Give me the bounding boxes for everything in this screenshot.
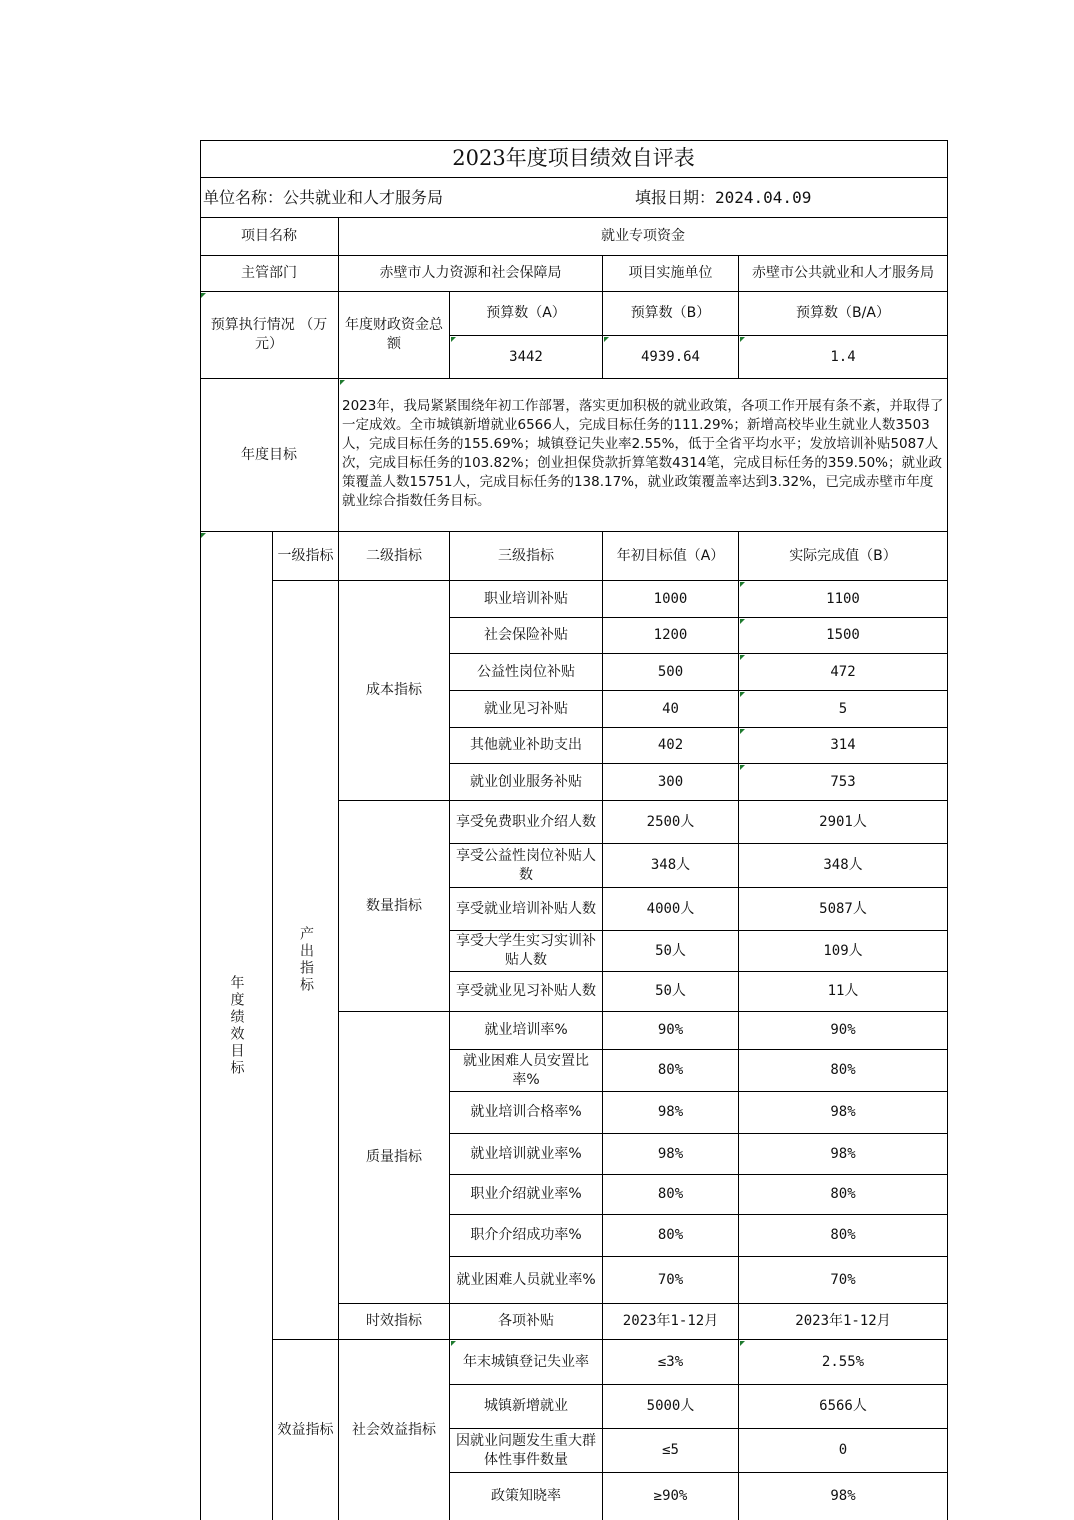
cell-marker [740, 655, 745, 660]
cell-marker [740, 337, 745, 342]
social-group-label: 社会效益指标 [339, 1340, 450, 1520]
cell-marker [340, 380, 345, 385]
indicator-target: 402 [603, 728, 739, 764]
budget-head-ratio: 预算数（B/A） [739, 292, 948, 336]
header-level3: 三级指标 [450, 532, 603, 581]
indicator-target: 2023年1-12月 [603, 1304, 739, 1340]
project-name-label: 项目名称 [200, 218, 339, 256]
indicator-name: 就业创业服务补贴 [450, 764, 603, 801]
indicator-actual: 98% [739, 1473, 948, 1520]
indicator-actual: 11人 [739, 972, 948, 1012]
indicator-target: ≤3% [603, 1340, 739, 1385]
impl-unit-label: 项目实施单位 [603, 256, 739, 292]
indicator-name: 职业培训补贴 [450, 581, 603, 618]
budget-head-b: 预算数（B） [603, 292, 739, 336]
indicator-name: 各项补贴 [450, 1304, 603, 1340]
indicator-name: 其他就业补助支出 [450, 728, 603, 764]
budget-val-b: 4939.64 [603, 336, 739, 379]
cell-marker [740, 765, 745, 770]
perf-section-label: 年度绩效目标 [200, 532, 273, 1520]
indicator-name: 因就业问题发生重大群体性事件数量 [450, 1429, 603, 1473]
indicator-actual: 80% [739, 1175, 948, 1215]
indicator-name: 就业培训合格率% [450, 1092, 603, 1134]
indicator-target: 50人 [603, 931, 739, 972]
indicator-name: 享受就业见习补贴人数 [450, 972, 603, 1012]
indicator-actual: 90% [739, 1012, 948, 1050]
impl-unit-value: 赤壁市公共就业和人才服务局 [739, 256, 948, 292]
project-name-value: 就业专项资金 [339, 218, 948, 256]
indicator-name: 就业困难人员安置比率% [450, 1050, 603, 1092]
indicator-name: 职业介绍就业率% [450, 1175, 603, 1215]
indicator-actual: 6566人 [739, 1385, 948, 1429]
indicator-target: 1200 [603, 618, 739, 654]
unit-name: 单位名称：公共就业和人才服务局 [200, 178, 630, 218]
indicator-actual: 98% [739, 1092, 948, 1134]
header-level2: 二级指标 [339, 532, 450, 581]
budget-total-label: 年度财政资金总额 [339, 292, 450, 379]
indicator-actual: 109人 [739, 931, 948, 972]
performance-table [200, 140, 948, 1520]
indicator-name: 享受就业培训补贴人数 [450, 888, 603, 931]
indicator-name: 就业困难人员就业率% [450, 1257, 603, 1304]
indicator-target: 80% [603, 1050, 739, 1092]
time-group-label: 时效指标 [339, 1304, 450, 1340]
cell-marker [201, 293, 206, 298]
cell-marker [201, 533, 206, 538]
goal-label: 年度目标 [200, 379, 339, 532]
indicator-actual: 0 [739, 1429, 948, 1473]
indicator-target: 4000人 [603, 888, 739, 931]
indicator-target: 80% [603, 1175, 739, 1215]
cost-group-label: 成本指标 [339, 581, 450, 801]
indicator-target: ≤5 [603, 1429, 739, 1473]
dept-value: 赤壁市人力资源和社会保障局 [339, 256, 603, 292]
indicator-actual: 1100 [739, 581, 948, 618]
indicator-name: 享受免费职业介绍人数 [450, 801, 603, 844]
report-date: 填报日期：2024.04.09 [630, 178, 948, 218]
cell-marker [740, 619, 745, 624]
indicator-name: 年末城镇登记失业率 [450, 1340, 603, 1385]
quantity-group-label: 数量指标 [339, 801, 450, 1012]
cell-marker [740, 729, 745, 734]
goal-text: 2023年，我局紧紧围绕年初工作部署，落实更加积极的就业政策，各项工作开展有条不紊，并取得了一定成效。全市城镇新增就业6566人，完成目标任务的111.29%；新增高校毕业生就业人数3503人，完成目标任务的155.69%；城镇登记失业率2.55%，低于全省平均水平；发放培训补贴5087人次，完成目标任务的103.82%；创业担保贷款折算笔数4314笔，完成目标任务的359.50%；就业政策覆盖人数15751人，完成目标任务的138.17%，就业政策覆盖率达到3.32%，已完成赤壁市年度就业综合指数任务目标。 [339, 379, 948, 532]
indicator-actual: 2023年1-12月 [739, 1304, 948, 1340]
cell-marker [740, 582, 745, 587]
indicator-target: 98% [603, 1134, 739, 1175]
budget-head-a: 预算数（A） [450, 292, 603, 336]
indicator-actual: 80% [739, 1215, 948, 1257]
indicator-target: ≥90% [603, 1473, 739, 1520]
cell-marker [740, 1341, 745, 1346]
indicator-name: 享受大学生实习实训补贴人数 [450, 931, 603, 972]
indicator-actual: 70% [739, 1257, 948, 1304]
indicator-name: 享受公益性岗位补贴人数 [450, 844, 603, 888]
header-actual: 实际完成值（B） [739, 532, 948, 581]
budget-val-ratio: 1.4 [739, 336, 948, 379]
indicator-name: 职介介绍成功率% [450, 1215, 603, 1257]
indicator-name: 社会保险补贴 [450, 618, 603, 654]
indicator-target: 40 [603, 691, 739, 728]
header-level1: 一级指标 [273, 532, 339, 581]
indicator-actual: 98% [739, 1134, 948, 1175]
indicator-actual: 314 [739, 728, 948, 764]
header-target: 年初目标值（A） [603, 532, 739, 581]
indicator-name: 政策知晓率 [450, 1473, 603, 1520]
quality-group-label: 质量指标 [339, 1012, 450, 1304]
indicator-target: 90% [603, 1012, 739, 1050]
indicator-name: 就业培训率% [450, 1012, 603, 1050]
indicator-actual: 348人 [739, 844, 948, 888]
cell-marker [451, 1341, 456, 1346]
indicator-target: 2500人 [603, 801, 739, 844]
indicator-actual: 472 [739, 654, 948, 691]
indicator-target: 80% [603, 1215, 739, 1257]
indicator-name: 就业培训就业率% [450, 1134, 603, 1175]
budget-label: 预算执行情况 （万元） [200, 292, 339, 379]
indicator-actual: 5 [739, 691, 948, 728]
indicator-target: 300 [603, 764, 739, 801]
indicator-name: 就业见习补贴 [450, 691, 603, 728]
dept-label: 主管部门 [200, 256, 339, 292]
indicator-target: 50人 [603, 972, 739, 1012]
indicator-target: 5000人 [603, 1385, 739, 1429]
indicator-actual: 5087人 [739, 888, 948, 931]
indicator-name: 城镇新增就业 [450, 1385, 603, 1429]
indicator-target: 98% [603, 1092, 739, 1134]
indicator-actual: 80% [739, 1050, 948, 1092]
indicator-actual: 2.55% [739, 1340, 948, 1385]
indicator-actual: 753 [739, 764, 948, 801]
benefit-indicator-label: 效益指标 [273, 1340, 339, 1520]
indicator-target: 348人 [603, 844, 739, 888]
indicator-target: 1000 [603, 581, 739, 618]
cell-marker [451, 337, 456, 342]
budget-val-a: 3442 [450, 336, 603, 379]
indicator-actual: 2901人 [739, 801, 948, 844]
indicator-target: 500 [603, 654, 739, 691]
indicator-target: 70% [603, 1257, 739, 1304]
cell-marker [604, 337, 609, 342]
page-title: 2023年度项目绩效自评表 [200, 140, 948, 178]
indicator-name: 公益性岗位补贴 [450, 654, 603, 691]
output-indicator-label: 产出指标 [273, 581, 339, 1340]
indicator-actual: 1500 [739, 618, 948, 654]
cell-marker [740, 692, 745, 697]
